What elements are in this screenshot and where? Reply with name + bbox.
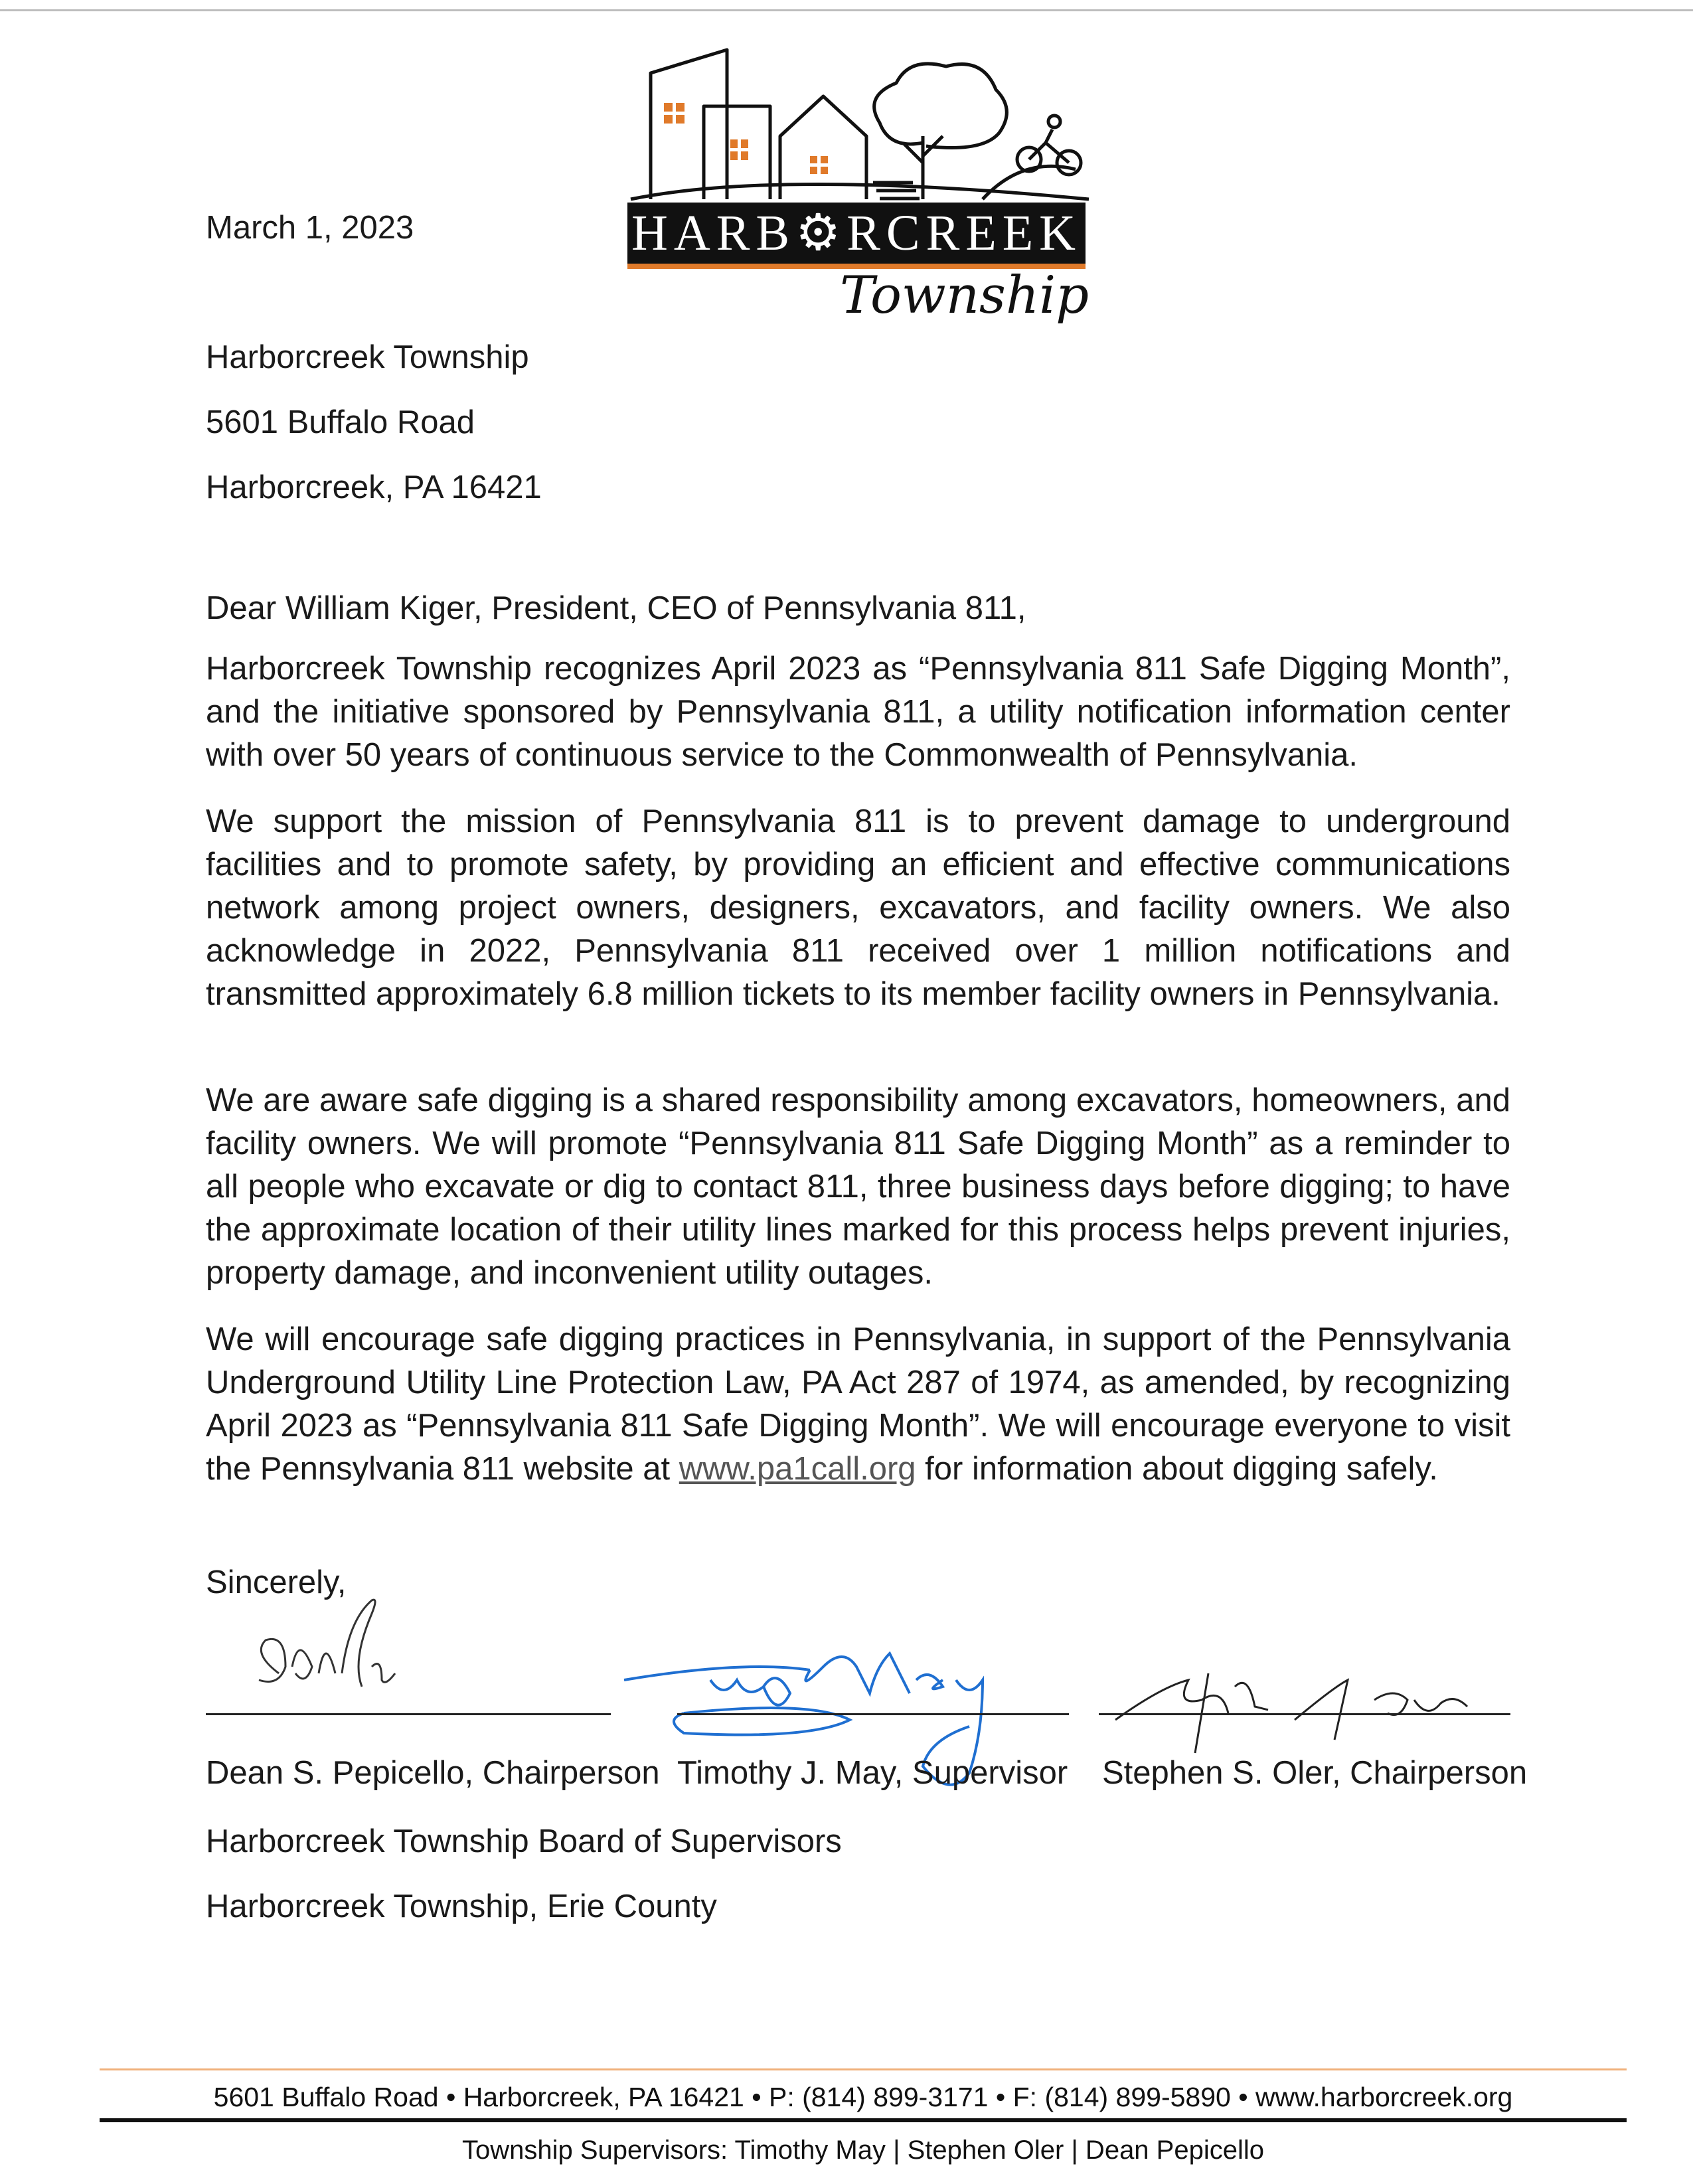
recipient-name: Harborcreek Township [206, 339, 529, 375]
footer-black-rule [100, 2118, 1627, 2122]
logo-script-text: Township [840, 266, 1089, 325]
signature-pepicello [239, 1594, 465, 1720]
paragraph-4 [206, 1318, 1510, 1491]
website-link[interactable]: www.pa1call.org [679, 1451, 916, 1487]
paragraph-4-text: We will encourage safe digging practices in Pennsylvania, in support of the Pennsylvania Underground Utility Line Protection Law, PA Act 287 of 1974, as amended, by recognizing April 2023 as “Pennsylvania 811 Safe Digging Month”. We will encourage everyone to visit the Pennsylvania 811 website at [206, 1321, 1510, 1487]
signatory-pepicello: Dean S. Pepicello, Chairperson [206, 1755, 660, 1791]
signature-line-3 [1099, 1713, 1510, 1715]
signatory-may: Timothy J. May, Supervisor [677, 1755, 1068, 1791]
recipient-street: 5601 Buffalo Road [206, 404, 475, 440]
recipient-city: Harborcreek, PA 16421 [206, 469, 542, 505]
signature-oler [1095, 1647, 1494, 1766]
letter-date: March 1, 2023 [206, 210, 414, 246]
salutation: Dear William Kiger, President, CEO of Pennsylvania 811, [206, 590, 1026, 626]
top-rule [0, 9, 1693, 11]
paragraph-1: Harborcreek Township recognizes April 2023 as “Pennsylvania 811 Safe Digging Month”, and the initiative sponsored by Pennsylvania 811, a utility notification information center with over 50 years of continuous service to the Commonwealth of Pennsylvania. [206, 651, 1510, 773]
township-logo [611, 37, 1102, 342]
signature-line-1 [206, 1713, 611, 1715]
footer-supervisors: Township Supervisors: Timothy May | Stephen Oler | Dean Pepicello [461, 2136, 1264, 2165]
footer-orange-rule [100, 2068, 1627, 2070]
footer-address: 5601 Buffalo Road • Harborcreek, PA 16421 • P: (814) 899-3171 • F: (814) 899-5890 • www.harborcreek.org [213, 2082, 1513, 2112]
logo-banner: HARB⚙RCREEK [627, 203, 1086, 269]
board-name: Harborcreek Township Board of Supervisors [206, 1823, 842, 1859]
paragraph-3: We are aware safe digging is a shared responsibility among excavators, homeowners, and facility owners. We will promote “Pennsylvania 811 Safe Digging Month” as a reminder to all people who excavate or dig to contact 811, three business days before digging; to have the approximate location of their utility lines marked for this process helps prevent injuries, property damage, and inconvenient utility outages. [206, 1082, 1510, 1291]
paragraph-4-text-end: for information about digging safely. [916, 1451, 1438, 1487]
closing: Sincerely, [206, 1564, 347, 1600]
board-county: Harborcreek Township, Erie County [206, 1889, 717, 1924]
signatory-oler: Stephen S. Oler, Chairperson [1102, 1755, 1528, 1791]
signature-line-2 [677, 1713, 1069, 1715]
paragraph-2: We support the mission of Pennsylvania 811 is to prevent damage to underground facilities and to promote safety, by providing an efficient and effective communications network among project owners, designers, excavators, and facility owners. We also acknowledge in 2022, Pennsylvania 811 received over 1 million notifications and transmitted approximately 6.8 million tickets to its member facility owners in Pennsylvania. [206, 803, 1510, 1012]
skyline-illustration [611, 37, 1102, 209]
